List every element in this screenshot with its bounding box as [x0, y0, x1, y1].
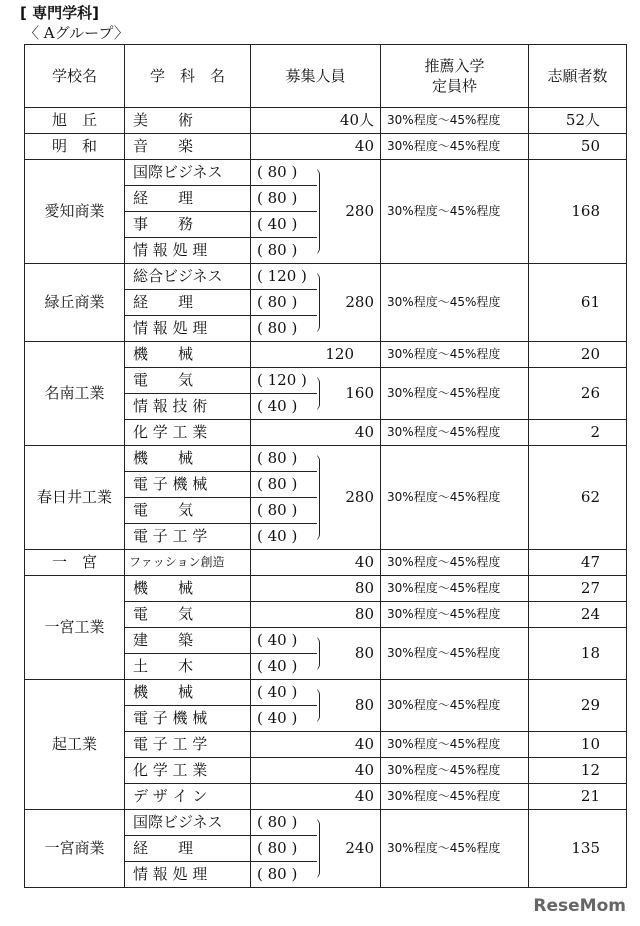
dept-name: 電 子 機 械	[125, 706, 251, 732]
table-row	[25, 550, 627, 576]
dept-name: 経 理	[125, 836, 251, 862]
admission-table	[24, 44, 627, 888]
dept-name: 音 楽	[125, 134, 251, 160]
recruit-count: 40	[251, 420, 381, 446]
recruit-count: 40	[251, 550, 381, 576]
recruit-count: 160	[317, 368, 381, 420]
recruit-count: 240	[317, 810, 381, 888]
dept-quota: ( 40 )	[251, 394, 317, 420]
school-name: 一 宮	[25, 550, 125, 576]
school-name: 一宮商業	[25, 810, 125, 888]
dept-name: 情 報 処 理	[125, 316, 251, 342]
dept-name: 電 気	[125, 498, 251, 524]
dept-name: 建 築	[125, 628, 251, 654]
school-name: 起工業	[25, 680, 125, 810]
recruit-count: 40	[251, 732, 381, 758]
dept-name: 電 子 工 学	[125, 732, 251, 758]
dept-name: 電 気	[125, 602, 251, 628]
applicant-count: 21	[529, 784, 627, 810]
dept-name: 機 械	[125, 446, 251, 472]
dept-name: 事 務	[125, 212, 251, 238]
applicant-count: 27	[529, 576, 627, 602]
dept-name: 化 学 工 業	[125, 420, 251, 446]
dept-quota: ( 40 )	[251, 524, 317, 550]
recommend-range: 30%程度～45%程度	[381, 732, 529, 758]
dept-quota: ( 40 )	[251, 706, 317, 732]
table-row	[25, 108, 627, 134]
applicant-count: 20	[529, 342, 627, 368]
dept-quota: ( 80 )	[251, 290, 317, 316]
dept-name: 国際ビジネス	[125, 810, 251, 836]
applicant-count: 50	[529, 134, 627, 160]
applicant-count: 29	[529, 680, 627, 732]
dept-quota: ( 80 )	[251, 810, 317, 836]
dept-quota: ( 120 )	[251, 368, 317, 394]
applicant-count: 47	[529, 550, 627, 576]
resemom-logo: ReseMom	[533, 896, 626, 916]
applicant-count: 168	[529, 160, 627, 264]
school-name: 明 和	[25, 134, 125, 160]
dept-quota: ( 80 )	[251, 498, 317, 524]
table-row	[25, 134, 627, 160]
dept-quota: ( 120 )	[251, 264, 317, 290]
dept-name: 情 報 処 理	[125, 862, 251, 888]
header-recruit: 募集人員	[251, 45, 381, 108]
dept-quota: ( 80 )	[251, 472, 317, 498]
recruit-count: 80	[251, 602, 381, 628]
table-row	[25, 680, 627, 706]
recruit-count: 40	[251, 784, 381, 810]
recommend-range: 30%程度～45%程度	[381, 368, 529, 420]
school-name: 緑丘商業	[25, 264, 125, 342]
dept-name: 土 木	[125, 654, 251, 680]
dept-name: 総合ビジネス	[125, 264, 251, 290]
school-name: 愛知商業	[25, 160, 125, 264]
dept-name: デ ザ イ ン	[125, 784, 251, 810]
dept-quota: ( 80 )	[251, 862, 317, 888]
recommend-range: 30%程度～45%程度	[381, 342, 529, 368]
dept-quota: ( 80 )	[251, 316, 317, 342]
recommend-range: 30%程度～45%程度	[381, 810, 529, 888]
dept-quota: ( 40 )	[251, 680, 317, 706]
recruit-count: 280	[317, 160, 381, 264]
recommend-range: 30%程度～45%程度	[381, 160, 529, 264]
header-applicants: 志願者数	[529, 45, 627, 108]
recruit-count: 280	[317, 264, 381, 342]
recruit-count: 120	[251, 342, 381, 368]
applicant-count: 18	[529, 628, 627, 680]
table-row	[25, 576, 627, 602]
recruit-count: 80	[251, 576, 381, 602]
recruit-count: 40	[251, 758, 381, 784]
dept-name: ファッション創造	[125, 550, 251, 576]
recommend-range: 30%程度～45%程度	[381, 784, 529, 810]
section-title: [ 専門学科]	[20, 4, 99, 22]
recruit-count: 280	[317, 446, 381, 550]
header-dept: 学 科 名	[125, 45, 251, 108]
dept-name: 国際ビジネス	[125, 160, 251, 186]
table-row	[25, 446, 627, 472]
dept-name: 情 報 技 術	[125, 394, 251, 420]
recommend-range: 30%程度～45%程度	[381, 108, 529, 134]
recommend-range: 30%程度～45%程度	[381, 576, 529, 602]
dept-quota: ( 40 )	[251, 654, 317, 680]
applicant-count: 10	[529, 732, 627, 758]
recruit-count: 40	[251, 134, 381, 160]
applicant-count: 2	[529, 420, 627, 446]
applicant-count: 24	[529, 602, 627, 628]
dept-name: 機 械	[125, 680, 251, 706]
recommend-range: 30%程度～45%程度	[381, 264, 529, 342]
recommend-range: 30%程度～45%程度	[381, 628, 529, 680]
applicant-count: 61	[529, 264, 627, 342]
dept-name: 機 械	[125, 342, 251, 368]
recommend-range: 30%程度～45%程度	[381, 420, 529, 446]
applicant-count: 52人	[529, 108, 627, 134]
recommend-range: 30%程度～45%程度	[381, 134, 529, 160]
school-name: 春日井工業	[25, 446, 125, 550]
school-name: 旭 丘	[25, 108, 125, 134]
dept-name: 化 学 工 業	[125, 758, 251, 784]
applicant-count: 12	[529, 758, 627, 784]
applicant-count: 62	[529, 446, 627, 550]
dept-name: 美 術	[125, 108, 251, 134]
dept-quota: ( 80 )	[251, 160, 317, 186]
dept-quota: ( 80 )	[251, 186, 317, 212]
recommend-range: 30%程度～45%程度	[381, 550, 529, 576]
recommend-range: 30%程度～45%程度	[381, 758, 529, 784]
header-recommend: 推薦入学 定員枠	[381, 45, 529, 108]
recruit-count: 80	[317, 680, 381, 732]
table-row	[25, 810, 627, 836]
table-row	[25, 160, 627, 186]
dept-name: 電 子 工 学	[125, 524, 251, 550]
recommend-range: 30%程度～45%程度	[381, 680, 529, 732]
dept-quota: ( 80 )	[251, 836, 317, 862]
applicant-count: 26	[529, 368, 627, 420]
dept-quota: ( 80 )	[251, 238, 317, 264]
recruit-count: 40人	[251, 108, 381, 134]
dept-quota: ( 40 )	[251, 212, 317, 238]
group-label: 〈 Aグループ〉	[24, 24, 129, 42]
table-row	[25, 342, 627, 368]
dept-quota: ( 80 )	[251, 446, 317, 472]
table-header	[25, 45, 627, 108]
table-row	[25, 264, 627, 290]
school-name: 一宮工業	[25, 576, 125, 680]
dept-name: 機 械	[125, 576, 251, 602]
recruit-count: 80	[317, 628, 381, 680]
dept-name: 電 子 機 械	[125, 472, 251, 498]
recommend-range: 30%程度～45%程度	[381, 602, 529, 628]
dept-name: 情 報 処 理	[125, 238, 251, 264]
dept-name: 経 理	[125, 186, 251, 212]
header-school: 学校名	[25, 45, 125, 108]
dept-name: 経 理	[125, 290, 251, 316]
recommend-range: 30%程度～45%程度	[381, 446, 529, 550]
dept-quota: ( 40 )	[251, 628, 317, 654]
school-name: 名南工業	[25, 342, 125, 446]
dept-name: 電 気	[125, 368, 251, 394]
applicant-count: 135	[529, 810, 627, 888]
